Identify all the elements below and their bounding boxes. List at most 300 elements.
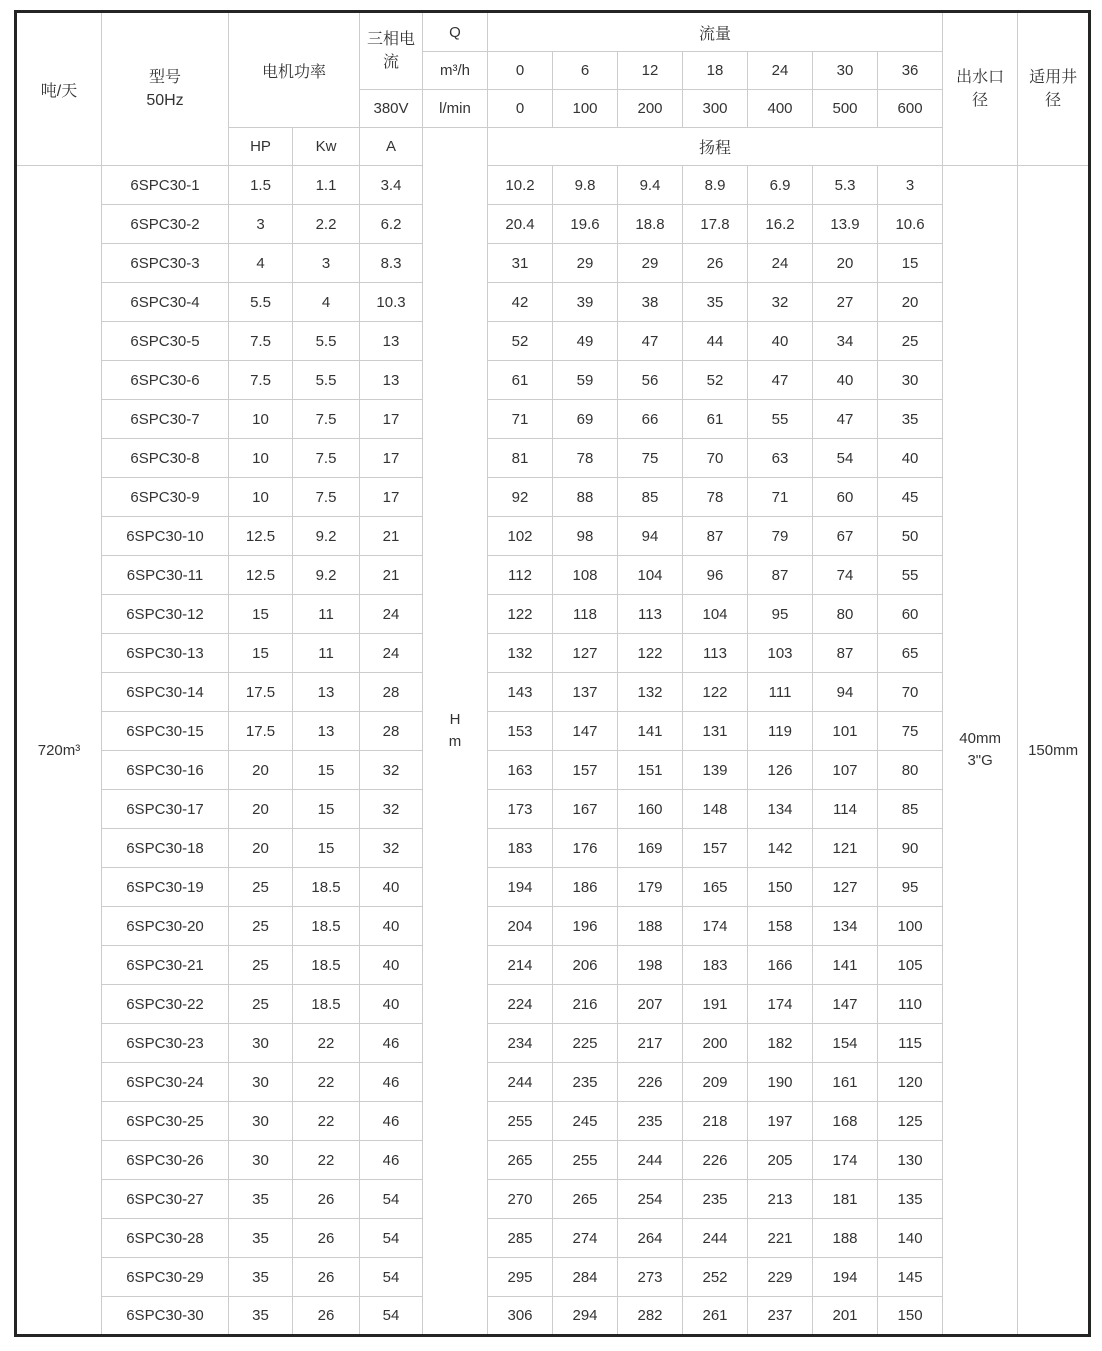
table-row xyxy=(16,673,1090,712)
cell-head-value: 44 xyxy=(683,322,748,361)
cell-head-value: 255 xyxy=(488,1102,553,1141)
cell-head-value: 108 xyxy=(553,556,618,595)
cell-head-value: 274 xyxy=(553,1219,618,1258)
flow-m3h-6: 36 xyxy=(878,52,943,90)
cell-head-value: 255 xyxy=(553,1141,618,1180)
header-tons-per-day: 吨/天 xyxy=(16,12,102,166)
cell-head-value: 188 xyxy=(813,1219,878,1258)
cell-kw: 11 xyxy=(293,634,360,673)
flow-m3h-3: 18 xyxy=(683,52,748,90)
cell-current: 54 xyxy=(360,1180,423,1219)
cell-head-value: 31 xyxy=(488,244,553,283)
cell-head-value: 190 xyxy=(748,1063,813,1102)
header-outlet-diameter-text: 出水口径 xyxy=(956,68,1005,109)
cell-kw: 15 xyxy=(293,751,360,790)
cell-head-value: 130 xyxy=(878,1141,943,1180)
cell-head-value: 121 xyxy=(813,829,878,868)
header-three-phase-current-text: 三相电流 xyxy=(367,30,416,71)
cell-kw: 22 xyxy=(293,1063,360,1102)
cell-head-value: 87 xyxy=(683,517,748,556)
cell-hp: 10 xyxy=(229,478,293,517)
table-row xyxy=(16,1219,1090,1258)
cell-current: 24 xyxy=(360,595,423,634)
header-flow: 流量 xyxy=(488,12,943,52)
cell-kw: 18.5 xyxy=(293,985,360,1024)
cell-current: 28 xyxy=(360,712,423,751)
header-model xyxy=(102,12,229,166)
cell-head-value: 112 xyxy=(488,556,553,595)
cell-head-value: 60 xyxy=(878,595,943,634)
cell-head-value: 194 xyxy=(813,1258,878,1297)
cell-head-value: 94 xyxy=(813,673,878,712)
cell-head-value: 92 xyxy=(488,478,553,517)
cell-current: 46 xyxy=(360,1102,423,1141)
cell-current: 24 xyxy=(360,634,423,673)
cell-head-value: 134 xyxy=(748,790,813,829)
cell-model: 6SPC30-3 xyxy=(102,244,229,283)
cell-head-value: 119 xyxy=(748,712,813,751)
table-row xyxy=(16,985,1090,1024)
cell-head-value: 60 xyxy=(813,478,878,517)
cell-current: 6.2 xyxy=(360,205,423,244)
cell-head-value: 9.8 xyxy=(553,166,618,205)
cell-well-diameter: 150mm xyxy=(1018,166,1090,1336)
cell-kw: 18.5 xyxy=(293,946,360,985)
cell-model: 6SPC30-30 xyxy=(102,1297,229,1336)
cell-head-value: 79 xyxy=(748,517,813,556)
cell-kw: 22 xyxy=(293,1102,360,1141)
header-model-line1: 型号 xyxy=(148,68,181,86)
cell-head-value: 139 xyxy=(683,751,748,790)
cell-kw: 13 xyxy=(293,712,360,751)
cell-model: 6SPC30-24 xyxy=(102,1063,229,1102)
header-q: Q xyxy=(423,12,488,52)
cell-model: 6SPC30-5 xyxy=(102,322,229,361)
cell-head-value: 78 xyxy=(683,478,748,517)
cell-head-value: 173 xyxy=(488,790,553,829)
cell-head-value: 80 xyxy=(813,595,878,634)
cell-kw: 26 xyxy=(293,1219,360,1258)
cell-head-value: 100 xyxy=(878,907,943,946)
cell-head-value: 169 xyxy=(618,829,683,868)
cell-head-value: 244 xyxy=(683,1219,748,1258)
cell-current: 54 xyxy=(360,1258,423,1297)
cell-model: 6SPC30-10 xyxy=(102,517,229,556)
table-row xyxy=(16,712,1090,751)
cell-head-value: 122 xyxy=(488,595,553,634)
cell-head-value: 5.3 xyxy=(813,166,878,205)
cell-model: 6SPC30-23 xyxy=(102,1024,229,1063)
cell-head-value: 150 xyxy=(878,1297,943,1336)
cell-head-value: 54 xyxy=(813,439,878,478)
cell-kw: 3 xyxy=(293,244,360,283)
cell-head-value: 47 xyxy=(618,322,683,361)
cell-head-value: 306 xyxy=(488,1297,553,1336)
cell-head-value: 235 xyxy=(683,1180,748,1219)
cell-kw: 26 xyxy=(293,1258,360,1297)
table-row xyxy=(16,1141,1090,1180)
flow-m3h-1: 6 xyxy=(553,52,618,90)
flow-lmin-2: 200 xyxy=(618,90,683,128)
cell-head-value: 252 xyxy=(683,1258,748,1297)
cell-head-value: 122 xyxy=(618,634,683,673)
cell-head-value: 218 xyxy=(683,1102,748,1141)
cell-model: 6SPC30-25 xyxy=(102,1102,229,1141)
cell-head-value: 270 xyxy=(488,1180,553,1219)
cell-kw: 22 xyxy=(293,1024,360,1063)
cell-head-value: 147 xyxy=(813,985,878,1024)
cell-model: 6SPC30-29 xyxy=(102,1258,229,1297)
table-row xyxy=(16,205,1090,244)
cell-head-value: 98 xyxy=(553,517,618,556)
cell-head-value: 27 xyxy=(813,283,878,322)
cell-head-value: 42 xyxy=(488,283,553,322)
cell-head-value: 196 xyxy=(553,907,618,946)
table-row xyxy=(16,244,1090,283)
cell-head-value: 201 xyxy=(813,1297,878,1336)
cell-head-value: 110 xyxy=(878,985,943,1024)
cell-head-value: 18.8 xyxy=(618,205,683,244)
cell-head-value: 157 xyxy=(553,751,618,790)
cell-head-value: 113 xyxy=(683,634,748,673)
cell-head-value: 66 xyxy=(618,400,683,439)
cell-head-value: 70 xyxy=(878,673,943,712)
table-row xyxy=(16,439,1090,478)
cell-head-value: 118 xyxy=(553,595,618,634)
header-head: 扬程 xyxy=(488,128,943,166)
cell-current: 13 xyxy=(360,361,423,400)
cell-head-value: 225 xyxy=(553,1024,618,1063)
cell-head-value: 165 xyxy=(683,868,748,907)
cell-hp: 35 xyxy=(229,1297,293,1336)
cell-head-value: 141 xyxy=(813,946,878,985)
cell-hp: 35 xyxy=(229,1258,293,1297)
cell-model: 6SPC30-18 xyxy=(102,829,229,868)
cell-head-value: 224 xyxy=(488,985,553,1024)
cell-head-value: 131 xyxy=(683,712,748,751)
table-row xyxy=(16,634,1090,673)
flow-lmin-1: 100 xyxy=(553,90,618,128)
cell-head-value: 90 xyxy=(878,829,943,868)
cell-head-value: 67 xyxy=(813,517,878,556)
outlet-diameter-line2: 3"G xyxy=(967,752,993,769)
header-well-diameter xyxy=(1018,12,1090,166)
cell-kw: 15 xyxy=(293,829,360,868)
cell-current: 32 xyxy=(360,790,423,829)
cell-head-value: 50 xyxy=(878,517,943,556)
cell-head-value: 295 xyxy=(488,1258,553,1297)
cell-head-value: 167 xyxy=(553,790,618,829)
cell-hp: 1.5 xyxy=(229,166,293,205)
cell-head-value: 134 xyxy=(813,907,878,946)
cell-head-value: 191 xyxy=(683,985,748,1024)
cell-hp: 35 xyxy=(229,1219,293,1258)
cell-hp: 12.5 xyxy=(229,517,293,556)
cell-hp: 25 xyxy=(229,985,293,1024)
cell-model: 6SPC30-16 xyxy=(102,751,229,790)
cell-hp: 30 xyxy=(229,1141,293,1180)
cell-current: 54 xyxy=(360,1297,423,1336)
cell-head-value: 61 xyxy=(683,400,748,439)
cell-head-value: 25 xyxy=(878,322,943,361)
cell-head-value: 265 xyxy=(553,1180,618,1219)
cell-head-value: 141 xyxy=(618,712,683,751)
cell-model: 6SPC30-8 xyxy=(102,439,229,478)
cell-head-value: 113 xyxy=(618,595,683,634)
cell-hp: 20 xyxy=(229,790,293,829)
cell-head-value: 10.2 xyxy=(488,166,553,205)
cell-head-value: 161 xyxy=(813,1063,878,1102)
flow-lmin-0: 0 xyxy=(488,90,553,128)
cell-head-value: 265 xyxy=(488,1141,553,1180)
cell-kw: 9.2 xyxy=(293,517,360,556)
cell-head-value: 226 xyxy=(618,1063,683,1102)
cell-head-value: 6.9 xyxy=(748,166,813,205)
cell-head-value: 166 xyxy=(748,946,813,985)
table-row xyxy=(16,1024,1090,1063)
cell-head-value: 264 xyxy=(618,1219,683,1258)
cell-head-value: 13.9 xyxy=(813,205,878,244)
cell-kw: 13 xyxy=(293,673,360,712)
table-row xyxy=(16,517,1090,556)
cell-head-value: 151 xyxy=(618,751,683,790)
header-well-diameter-text: 适用井径 xyxy=(1029,68,1078,109)
cell-hp: 12.5 xyxy=(229,556,293,595)
cell-head-value: 160 xyxy=(618,790,683,829)
cell-model: 6SPC30-6 xyxy=(102,361,229,400)
cell-kw: 9.2 xyxy=(293,556,360,595)
table-row xyxy=(16,400,1090,439)
cell-head-value: 49 xyxy=(553,322,618,361)
cell-head-value: 114 xyxy=(813,790,878,829)
table-row xyxy=(16,283,1090,322)
cell-head-value: 9.4 xyxy=(618,166,683,205)
cell-current: 17 xyxy=(360,400,423,439)
cell-head-value: 107 xyxy=(813,751,878,790)
cell-hp: 20 xyxy=(229,829,293,868)
table-row xyxy=(16,751,1090,790)
cell-head-value: 213 xyxy=(748,1180,813,1219)
cell-head-value: 244 xyxy=(488,1063,553,1102)
cell-hp: 7.5 xyxy=(229,322,293,361)
cell-head-value: 284 xyxy=(553,1258,618,1297)
cell-head-value: 174 xyxy=(683,907,748,946)
cell-head-value: 282 xyxy=(618,1297,683,1336)
cell-current: 54 xyxy=(360,1219,423,1258)
cell-head-value: 55 xyxy=(878,556,943,595)
cell-head-value: 142 xyxy=(748,829,813,868)
table-row xyxy=(16,868,1090,907)
cell-kw: 22 xyxy=(293,1141,360,1180)
header-kw: Kw xyxy=(293,128,360,166)
cell-head-value: 87 xyxy=(813,634,878,673)
cell-hp: 15 xyxy=(229,595,293,634)
cell-model: 6SPC30-19 xyxy=(102,868,229,907)
cell-kw: 18.5 xyxy=(293,868,360,907)
cell-head-value: 39 xyxy=(553,283,618,322)
cell-head-value: 26 xyxy=(683,244,748,283)
table-row xyxy=(16,478,1090,517)
cell-current: 46 xyxy=(360,1141,423,1180)
cell-model: 6SPC30-20 xyxy=(102,907,229,946)
cell-model: 6SPC30-12 xyxy=(102,595,229,634)
cell-head-value: 234 xyxy=(488,1024,553,1063)
cell-head-value: 261 xyxy=(683,1297,748,1336)
cell-kw: 5.5 xyxy=(293,361,360,400)
cell-head-value: 198 xyxy=(618,946,683,985)
cell-head-value: 163 xyxy=(488,751,553,790)
cell-kw: 1.1 xyxy=(293,166,360,205)
cell-current: 40 xyxy=(360,868,423,907)
cell-head-value: 105 xyxy=(878,946,943,985)
cell-head-value: 34 xyxy=(813,322,878,361)
cell-head-value: 127 xyxy=(813,868,878,907)
cell-head-value: 148 xyxy=(683,790,748,829)
cell-current: 10.3 xyxy=(360,283,423,322)
cell-model: 6SPC30-22 xyxy=(102,985,229,1024)
cell-head-value: 55 xyxy=(748,400,813,439)
cell-current: 8.3 xyxy=(360,244,423,283)
cell-head-value: 32 xyxy=(748,283,813,322)
table-row xyxy=(16,1180,1090,1219)
table-row xyxy=(16,1297,1090,1336)
cell-head-value: 88 xyxy=(553,478,618,517)
cell-head-value: 103 xyxy=(748,634,813,673)
cell-head-value: 132 xyxy=(618,673,683,712)
flow-lmin-6: 600 xyxy=(878,90,943,128)
header-current-unit: A xyxy=(360,128,423,166)
cell-head-value: 125 xyxy=(878,1102,943,1141)
head-unit-h: H xyxy=(449,711,461,729)
cell-hp: 30 xyxy=(229,1024,293,1063)
cell-head-value: 150 xyxy=(748,868,813,907)
table-row xyxy=(16,1102,1090,1141)
cell-kw: 26 xyxy=(293,1180,360,1219)
cell-head-value: 216 xyxy=(553,985,618,1024)
cell-model: 6SPC30-2 xyxy=(102,205,229,244)
cell-head-value: 127 xyxy=(553,634,618,673)
cell-model: 6SPC30-14 xyxy=(102,673,229,712)
cell-current: 28 xyxy=(360,673,423,712)
cell-head-value: 137 xyxy=(553,673,618,712)
cell-head-value: 96 xyxy=(683,556,748,595)
cell-head-value: 168 xyxy=(813,1102,878,1141)
cell-head-value: 71 xyxy=(488,400,553,439)
table-row xyxy=(16,595,1090,634)
cell-hp: 5.5 xyxy=(229,283,293,322)
cell-current: 17 xyxy=(360,478,423,517)
flow-lmin-4: 400 xyxy=(748,90,813,128)
cell-hp: 25 xyxy=(229,946,293,985)
cell-head-value: 153 xyxy=(488,712,553,751)
outlet-diameter-line1: 40mm xyxy=(959,730,1001,748)
cell-head-value: 71 xyxy=(748,478,813,517)
cell-head-value: 122 xyxy=(683,673,748,712)
cell-head-value: 63 xyxy=(748,439,813,478)
cell-kw: 18.5 xyxy=(293,907,360,946)
cell-model: 6SPC30-9 xyxy=(102,478,229,517)
cell-head-value: 30 xyxy=(878,361,943,400)
cell-head-value: 80 xyxy=(878,751,943,790)
cell-model: 6SPC30-17 xyxy=(102,790,229,829)
cell-head-value: 65 xyxy=(878,634,943,673)
cell-model: 6SPC30-26 xyxy=(102,1141,229,1180)
header-voltage: 380V xyxy=(360,90,423,128)
cell-hp: 25 xyxy=(229,868,293,907)
cell-current: 13 xyxy=(360,322,423,361)
table-row xyxy=(16,907,1090,946)
cell-head-value: 3 xyxy=(878,166,943,205)
cell-kw: 11 xyxy=(293,595,360,634)
cell-head-value: 47 xyxy=(748,361,813,400)
cell-head-value: 115 xyxy=(878,1024,943,1063)
cell-kw: 7.5 xyxy=(293,478,360,517)
cell-head-value: 182 xyxy=(748,1024,813,1063)
cell-head-value: 214 xyxy=(488,946,553,985)
cell-model: 6SPC30-1 xyxy=(102,166,229,205)
cell-model: 6SPC30-21 xyxy=(102,946,229,985)
cell-head-value: 254 xyxy=(618,1180,683,1219)
cell-model: 6SPC30-7 xyxy=(102,400,229,439)
cell-head-value: 147 xyxy=(553,712,618,751)
cell-hp: 10 xyxy=(229,439,293,478)
cell-head-value: 15 xyxy=(878,244,943,283)
cell-head-value: 120 xyxy=(878,1063,943,1102)
table-row xyxy=(16,1063,1090,1102)
cell-head-value: 140 xyxy=(878,1219,943,1258)
cell-head-value: 8.9 xyxy=(683,166,748,205)
head-unit-m: m xyxy=(448,733,462,750)
cell-model: 6SPC30-13 xyxy=(102,634,229,673)
cell-hp: 3 xyxy=(229,205,293,244)
flow-lmin-3: 300 xyxy=(683,90,748,128)
cell-head-value: 194 xyxy=(488,868,553,907)
cell-head-value: 229 xyxy=(748,1258,813,1297)
flow-m3h-2: 12 xyxy=(618,52,683,90)
cell-kw: 26 xyxy=(293,1297,360,1336)
cell-hp: 7.5 xyxy=(229,361,293,400)
cell-head-value: 38 xyxy=(618,283,683,322)
header-outlet-diameter xyxy=(943,12,1018,166)
table-row xyxy=(16,829,1090,868)
cell-head-value: 75 xyxy=(878,712,943,751)
cell-head-value: 174 xyxy=(748,985,813,1024)
cell-head-value: 245 xyxy=(553,1102,618,1141)
cell-current: 32 xyxy=(360,751,423,790)
cell-head-value: 132 xyxy=(488,634,553,673)
cell-current: 21 xyxy=(360,517,423,556)
cell-head-value: 186 xyxy=(553,868,618,907)
flow-m3h-0: 0 xyxy=(488,52,553,90)
cell-current: 3.4 xyxy=(360,166,423,205)
cell-head-value: 102 xyxy=(488,517,553,556)
cell-head-value: 204 xyxy=(488,907,553,946)
table-row xyxy=(16,1258,1090,1297)
cell-head-value: 95 xyxy=(878,868,943,907)
cell-model: 6SPC30-15 xyxy=(102,712,229,751)
header-head-unit xyxy=(423,128,488,1336)
cell-kw: 7.5 xyxy=(293,439,360,478)
cell-head-value: 52 xyxy=(488,322,553,361)
cell-current: 40 xyxy=(360,985,423,1024)
cell-head-value: 273 xyxy=(618,1258,683,1297)
cell-head-value: 40 xyxy=(813,361,878,400)
cell-head-value: 47 xyxy=(813,400,878,439)
cell-head-value: 179 xyxy=(618,868,683,907)
cell-head-value: 235 xyxy=(618,1102,683,1141)
cell-head-value: 181 xyxy=(813,1180,878,1219)
cell-head-value: 104 xyxy=(683,595,748,634)
